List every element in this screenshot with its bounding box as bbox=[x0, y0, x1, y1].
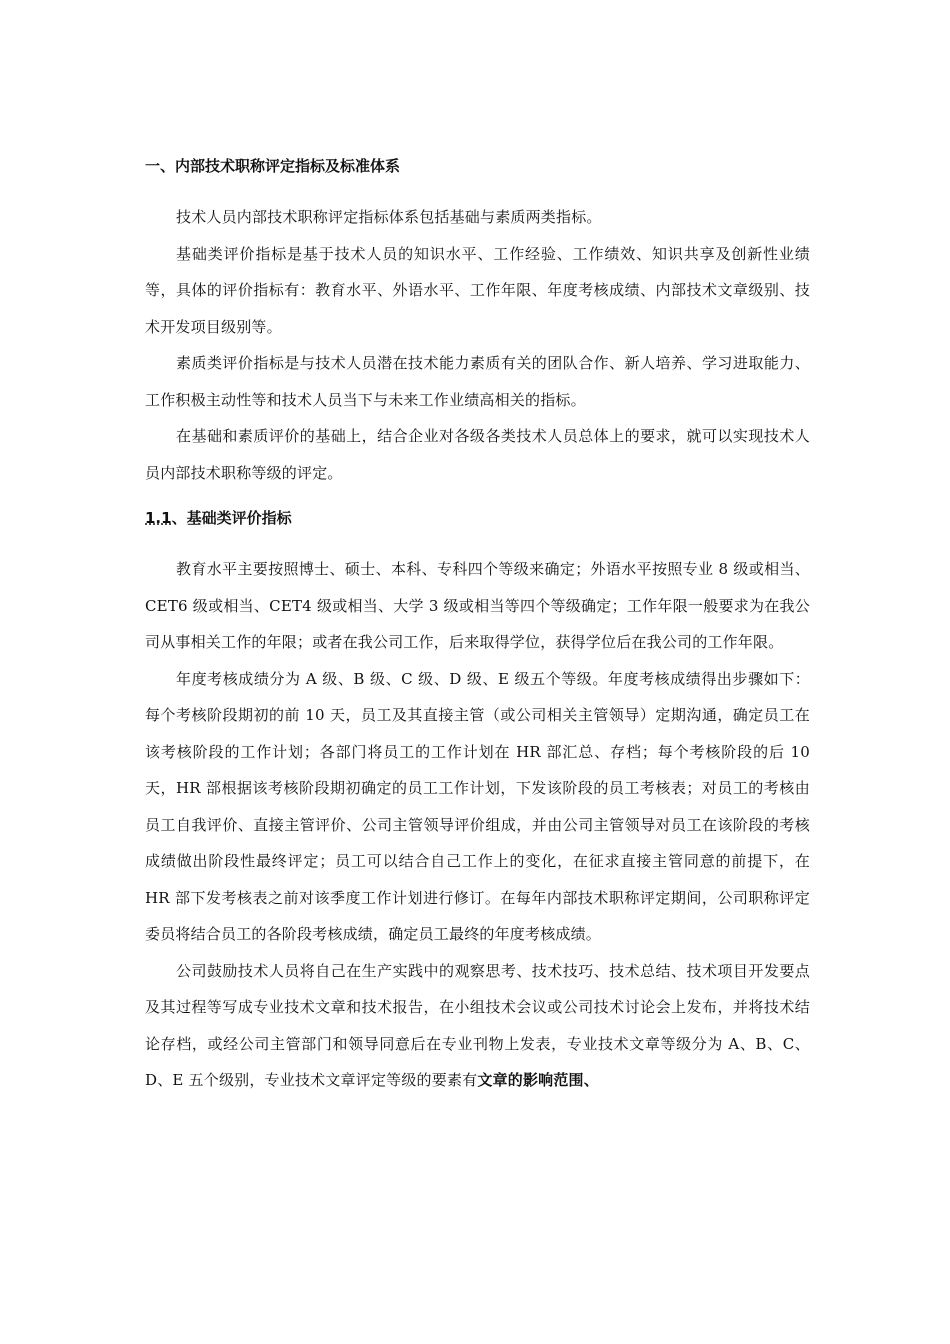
paragraph: 基础类评价指标是基于技术人员的知识水平、工作经验、工作绩效、知识共享及创新性业绩等，具体的评价指标有：教育水平、外语水平、工作年限、年度考核成绩、内部技术文章级别、技术开发项目级别等。 bbox=[145, 244, 810, 336]
subsection-number: 1.1 bbox=[145, 509, 172, 527]
subsection-heading bbox=[145, 501, 810, 535]
paragraph-text: 公司鼓励技术人员将自己在生产实践中的观察思考、技术技巧、技术总结、技术项目开发要点及其过程等写成专业技术文章和技术报告，在小组技术会议或公司技术讨论会上发布，并将技术结论存档，或经公司主管部门和领导同意后在专业刊物上发表，专业技术文章等级分为 A、B、C、D、E 五个级别，专业技术文章评定等级的要素有 bbox=[145, 961, 810, 1089]
paragraph: 素质类评价指标是与技术人员潜在技术能力素质有关的团队合作、新人培养、学习进取能力、工作积极主动性等和技术人员当下与未来工作业绩高相关的指标。 bbox=[145, 354, 810, 409]
paragraph: 技术人员内部技术职称评定指标体系包括基础与素质两类指标。 bbox=[176, 208, 602, 226]
document-body bbox=[145, 149, 810, 1099]
paragraph: 年度考核成绩分为 A 级、B 级、C 级、D 级、E 级五个等级。年度考核成绩得出步骤如下：每个考核阶段期初的前 10 天，员工及其直接主管（或公司相关主管领导）定期沟通，确定员工在该考核阶段的工作计划；各部门将员工的工作计划在 HR 部汇总、存档；每个考核阶段的后 10 天，HR 部根据该考核阶段期初确定的员工工作计划，下发该阶段的员工考核表；对员工的考核由员工自我评价、直接主管评价、公司主管领导评价组成，并由公司主管领导对员工在该阶段的考核成绩做出阶段性最终评定；员工可以结合自己工作上的变化，在征求直接主管同意的前提下，在 HR 部下发考核表之前对该季度工作计划进行修订。在每年内部技术职称评定期间，公司职称评定委员将结合员工的各阶段考核成绩，确定员工最终的年度考核成绩。 bbox=[145, 669, 810, 943]
paragraph: 在基础和素质评价的基础上，结合企业对各级各类技术人员总体上的要求，就可以实现技术人员内部技术职称等级的评定。 bbox=[145, 427, 810, 482]
section-heading: 一、内部技术职称评定指标及标准体系 bbox=[145, 157, 401, 175]
paragraph: 教育水平主要按照博士、硕士、本科、专科四个等级来确定；外语水平按照专业 8 级或相当、CET6 级或相当、CET4 级或相当、大学 3 级或相当等四个等级确定；工作年限一般要求为在我公司从事相关工作的年限；或者在我公司工作，后来取得学位，获得学位后在我公司的工作年限。 bbox=[145, 560, 810, 651]
paragraph bbox=[145, 953, 810, 1099]
subsection-title: 、基础类评价指标 bbox=[171, 509, 292, 527]
paragraph-emphasis: 文章的影响范围、 bbox=[477, 1071, 599, 1089]
